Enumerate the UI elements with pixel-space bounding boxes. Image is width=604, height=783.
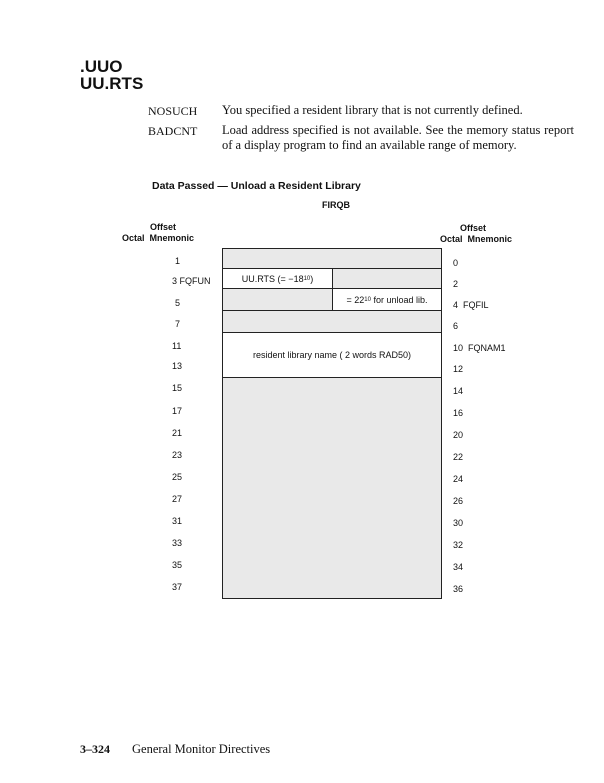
diagram-title: FIRQB	[322, 200, 350, 210]
right-header-offset: Offset	[460, 223, 487, 233]
offset-label: 23	[172, 450, 183, 460]
heading-line-2: UU.RTS	[80, 74, 144, 93]
offset-label: 30	[453, 518, 464, 528]
offset-label: 33	[172, 538, 183, 548]
offset-label: 36	[453, 584, 464, 594]
offset-label: 32	[453, 540, 464, 550]
fqfun-text-end: )	[310, 273, 314, 284]
section-title: Data Passed — Unload a Resident Library	[152, 180, 361, 192]
offset-label: 31	[172, 516, 183, 526]
word-6-cell	[222, 310, 442, 333]
fqnam1-cell	[222, 332, 442, 378]
byte-5-cell	[222, 288, 333, 311]
fqfil-text: = 22	[346, 294, 365, 305]
page-number-text: 3–324	[80, 742, 110, 756]
offset-label: 16	[453, 408, 464, 418]
offset-label: 14	[453, 386, 464, 396]
offset-label: 21	[172, 428, 183, 438]
offset-label: 24	[453, 474, 464, 484]
offset-label: 2	[453, 279, 459, 289]
offset-label: 25	[172, 472, 183, 482]
fqfun-cell	[222, 268, 333, 289]
error-code: BADCNT	[148, 124, 198, 138]
offset-label: 22	[453, 452, 464, 462]
offset-label: 35	[172, 560, 183, 570]
offset-label: 1	[175, 256, 181, 266]
offset-label: 26	[453, 496, 464, 506]
offset-label: 4 FQFIL	[453, 300, 489, 310]
left-header-mnemonic: Octal Mnemonic	[122, 233, 195, 243]
offset-label: 13	[172, 361, 183, 371]
offset-label: 7	[175, 319, 181, 329]
offset-label: 5	[175, 298, 181, 308]
offset-label: 0	[453, 258, 459, 268]
error-description: You specified a resident library that is not currently defined.	[222, 103, 523, 117]
fqfil-subscript: 10	[364, 296, 371, 303]
offset-label: 27	[172, 494, 183, 504]
fqnam1-text: resident library name ( 2 words RAD50)	[252, 350, 412, 360]
offset-label: 3 FQFUN	[172, 276, 211, 286]
word-0-cell	[222, 248, 442, 269]
footer-title: General Monitor Directives	[132, 742, 271, 756]
fqfun-text: UU.RTS (= −18	[241, 273, 304, 284]
right-header-mnemonic: Octal Mnemonic	[440, 234, 513, 244]
offset-label: 37	[172, 582, 183, 592]
fqfil-text-end: for unload lib.	[370, 294, 428, 305]
offset-label: 12	[453, 364, 464, 374]
error-code: NOSUCH	[148, 104, 198, 118]
offset-label: 6	[453, 321, 459, 331]
offset-label: 20	[453, 430, 464, 440]
unused-area-cell	[222, 377, 442, 599]
heading-line-1: .UUO	[80, 57, 123, 76]
offset-label: 34	[453, 562, 464, 572]
fqfil-cell	[332, 288, 442, 311]
page-number	[80, 742, 110, 757]
fqfun-subscript: 10	[303, 275, 311, 282]
left-header-offset: Offset	[150, 222, 177, 232]
byte-2-cell	[332, 268, 442, 289]
offset-label: 17	[172, 406, 183, 416]
offset-label: 11	[172, 341, 182, 351]
offset-label: 15	[172, 383, 183, 393]
error-description: Load address specified is not available. See the memory status report of a display program to find an available range of memory.	[222, 123, 574, 152]
offset-label: 10 FQNAM1	[453, 343, 506, 353]
